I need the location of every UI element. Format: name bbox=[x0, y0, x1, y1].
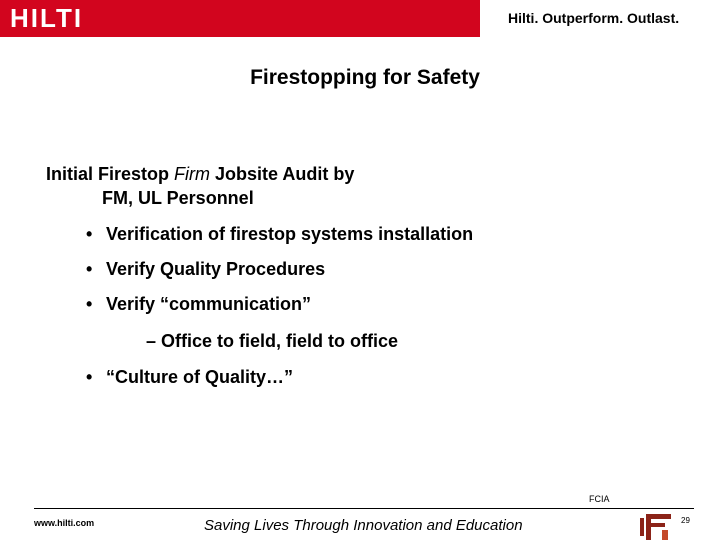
bullet-dot-icon: • bbox=[86, 294, 93, 314]
sub-bullet-text: Office to field, field to office bbox=[161, 331, 399, 351]
bullet-item bbox=[86, 366, 293, 388]
bullet-item bbox=[86, 293, 311, 315]
footer-tagline: Saving Lives Through Innovation and Education bbox=[204, 517, 523, 534]
heading-part1: Initial Firestop bbox=[46, 164, 170, 184]
header-slogan: Hilti. Outperform. Outlast. bbox=[508, 10, 680, 26]
fcia-label: FCIA bbox=[589, 494, 610, 504]
bullet-text: Verify Quality Procedures bbox=[106, 259, 326, 279]
bullet-dot-icon: • bbox=[86, 224, 93, 244]
hilti-logo: HILTI bbox=[10, 3, 84, 33]
bullet-item bbox=[86, 223, 473, 245]
bullet-text: Verification of firestop systems installation bbox=[106, 224, 474, 244]
heading-part3: Jobsite Audit by bbox=[215, 164, 355, 184]
bullet-dot-icon: • bbox=[86, 259, 93, 279]
slide-title: Firestopping for Safety bbox=[250, 66, 480, 89]
bullet-dot-icon: • bbox=[86, 367, 93, 387]
bullet-item bbox=[86, 258, 325, 280]
slide-heading bbox=[46, 162, 646, 210]
bullet-text: “Culture of Quality…” bbox=[106, 367, 294, 387]
heading-line2: FM, UL Personnel bbox=[102, 188, 254, 208]
footer-divider bbox=[34, 508, 694, 509]
footer-url: www.hilti.com bbox=[34, 518, 95, 528]
heading-italic: Firm bbox=[174, 164, 211, 184]
sub-bullet-item bbox=[146, 330, 398, 352]
dash-icon: – bbox=[146, 331, 162, 351]
fcia-logo-icon bbox=[640, 512, 680, 540]
bullet-text: Verify “communication” bbox=[106, 294, 312, 314]
page-number: 29 bbox=[681, 516, 690, 525]
